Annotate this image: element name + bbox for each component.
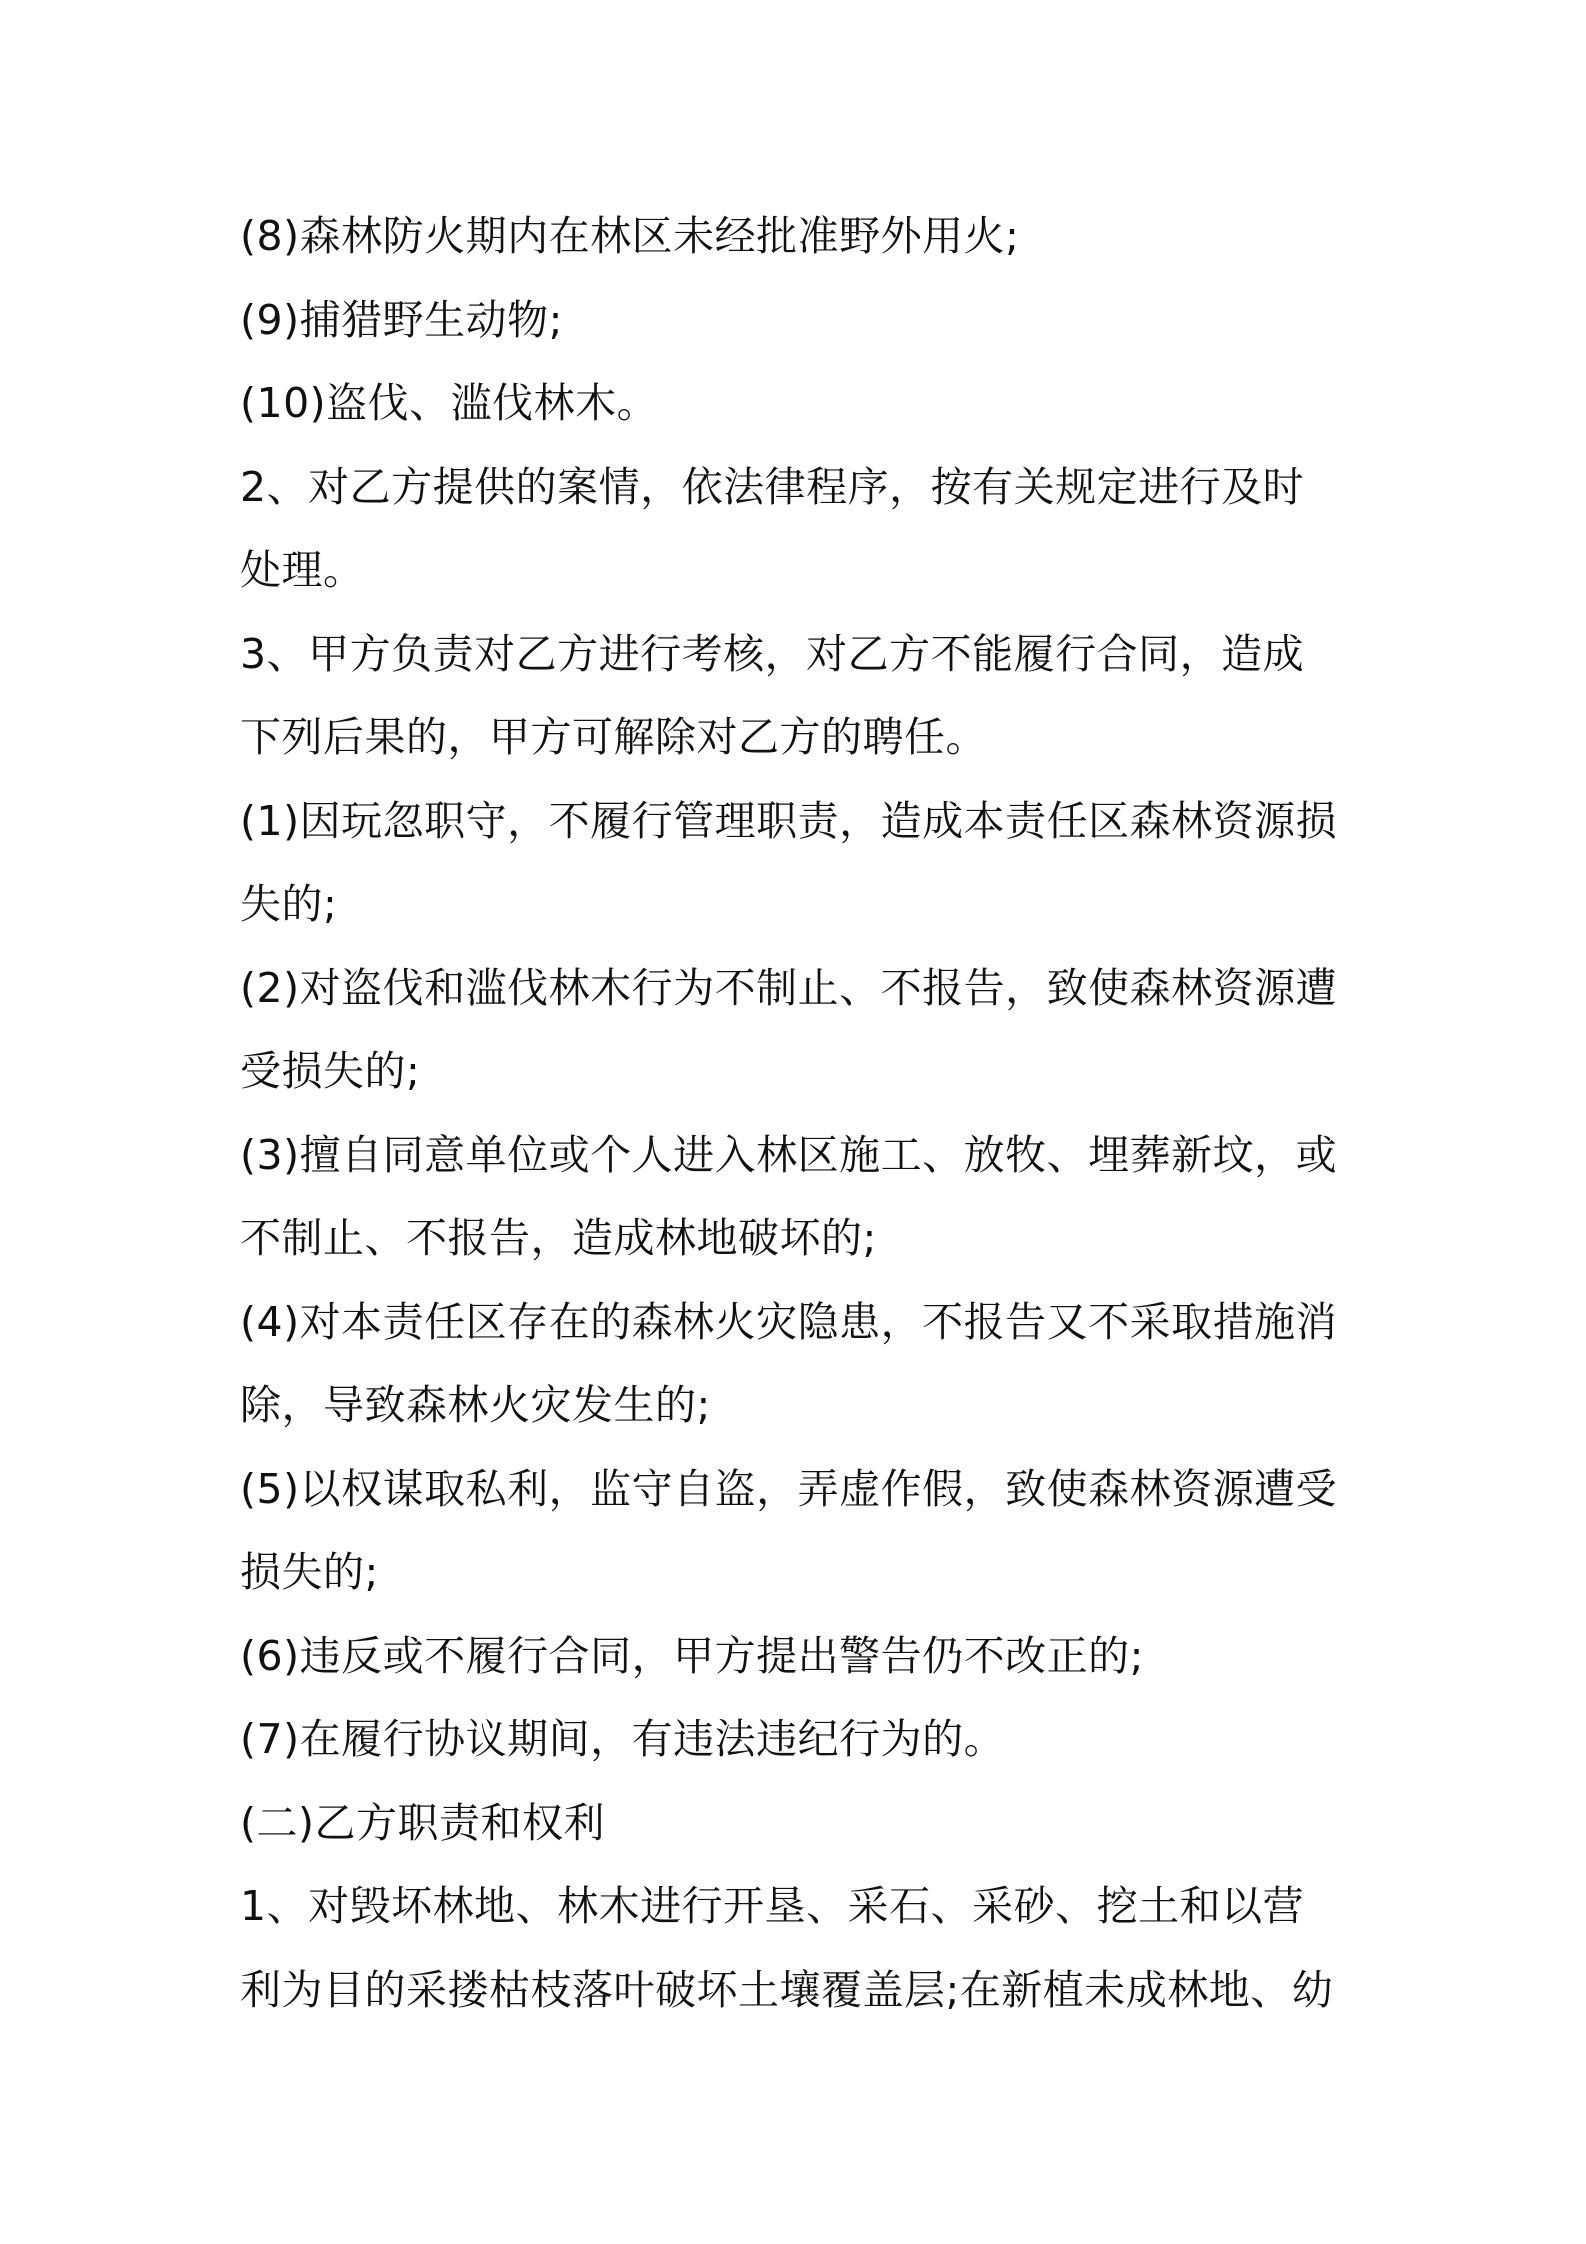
text-line-item-3: (3)擅自同意单位或个人进入林区施工、放牧、埋葬新坟，或: [240, 1130, 1338, 1179]
text-line-item-7: (7)在履行协议期间，有违法违纪行为的。: [240, 1715, 1006, 1763]
text-line-case-handling-cont: 处理。: [240, 546, 365, 594]
text-line-item-1: (1)因玩忽职守，不履行管理职责，造成本责任区森林资源损: [240, 796, 1338, 845]
text-line-item-2-cont: 受损失的;: [240, 1047, 421, 1095]
text-line-fire-use: (8)森林防火期内在林区未经批准野外用火;: [240, 212, 1020, 260]
text-line-item-5-cont: 损失的;: [240, 1548, 379, 1596]
text-line-hunting: (9)捕猎野生动物;: [240, 295, 563, 344]
text-line-case-handling: 2、对乙方提供的案情，依法律程序，按有关规定进行及时: [240, 462, 1305, 511]
text-line-party-b-duty-1: 1、对毁坏林地、林木进行开垦、采石、采砂、挖土和以营: [240, 1882, 1305, 1930]
text-line-item-3-cont: 不制止、不报告，造成林地破坏的;: [240, 1214, 877, 1262]
text-line-illegal-logging: (10)盗伐、滥伐林木。: [240, 379, 659, 427]
text-line-party-b-duty-1-cont: 利为目的采搂枯枝落叶破坏土壤覆盖层;在新植未成林地、幼: [240, 1965, 1334, 2014]
text-line-assessment-cont: 下列后果的，甲方可解除对乙方的聘任。: [240, 713, 987, 761]
text-line-item-4: (4)对本责任区存在的森林火灾隐患，不报告又不采取措施消: [240, 1297, 1338, 1346]
text-line-item-6: (6)违反或不履行合同，甲方提出警告仍不改正的;: [240, 1631, 1144, 1680]
text-line-item-1-cont: 失的;: [240, 880, 338, 928]
section-heading-party-b: (二)乙方职责和权利: [240, 1798, 605, 1847]
document-body: [240, 195, 1360, 2032]
text-line-assessment: 3、甲方负责对乙方进行考核，对乙方不能履行合同，造成: [240, 629, 1305, 678]
text-line-item-5: (5)以权谋取私利，监守自盗，弄虚作假，致使森林资源遭受: [240, 1464, 1338, 1513]
text-line-item-2: (2)对盗伐和滥伐林木行为不制止、不报告，致使森林资源遭: [240, 963, 1338, 1012]
text-line-item-4-cont: 除，导致森林火灾发生的;: [240, 1381, 711, 1429]
